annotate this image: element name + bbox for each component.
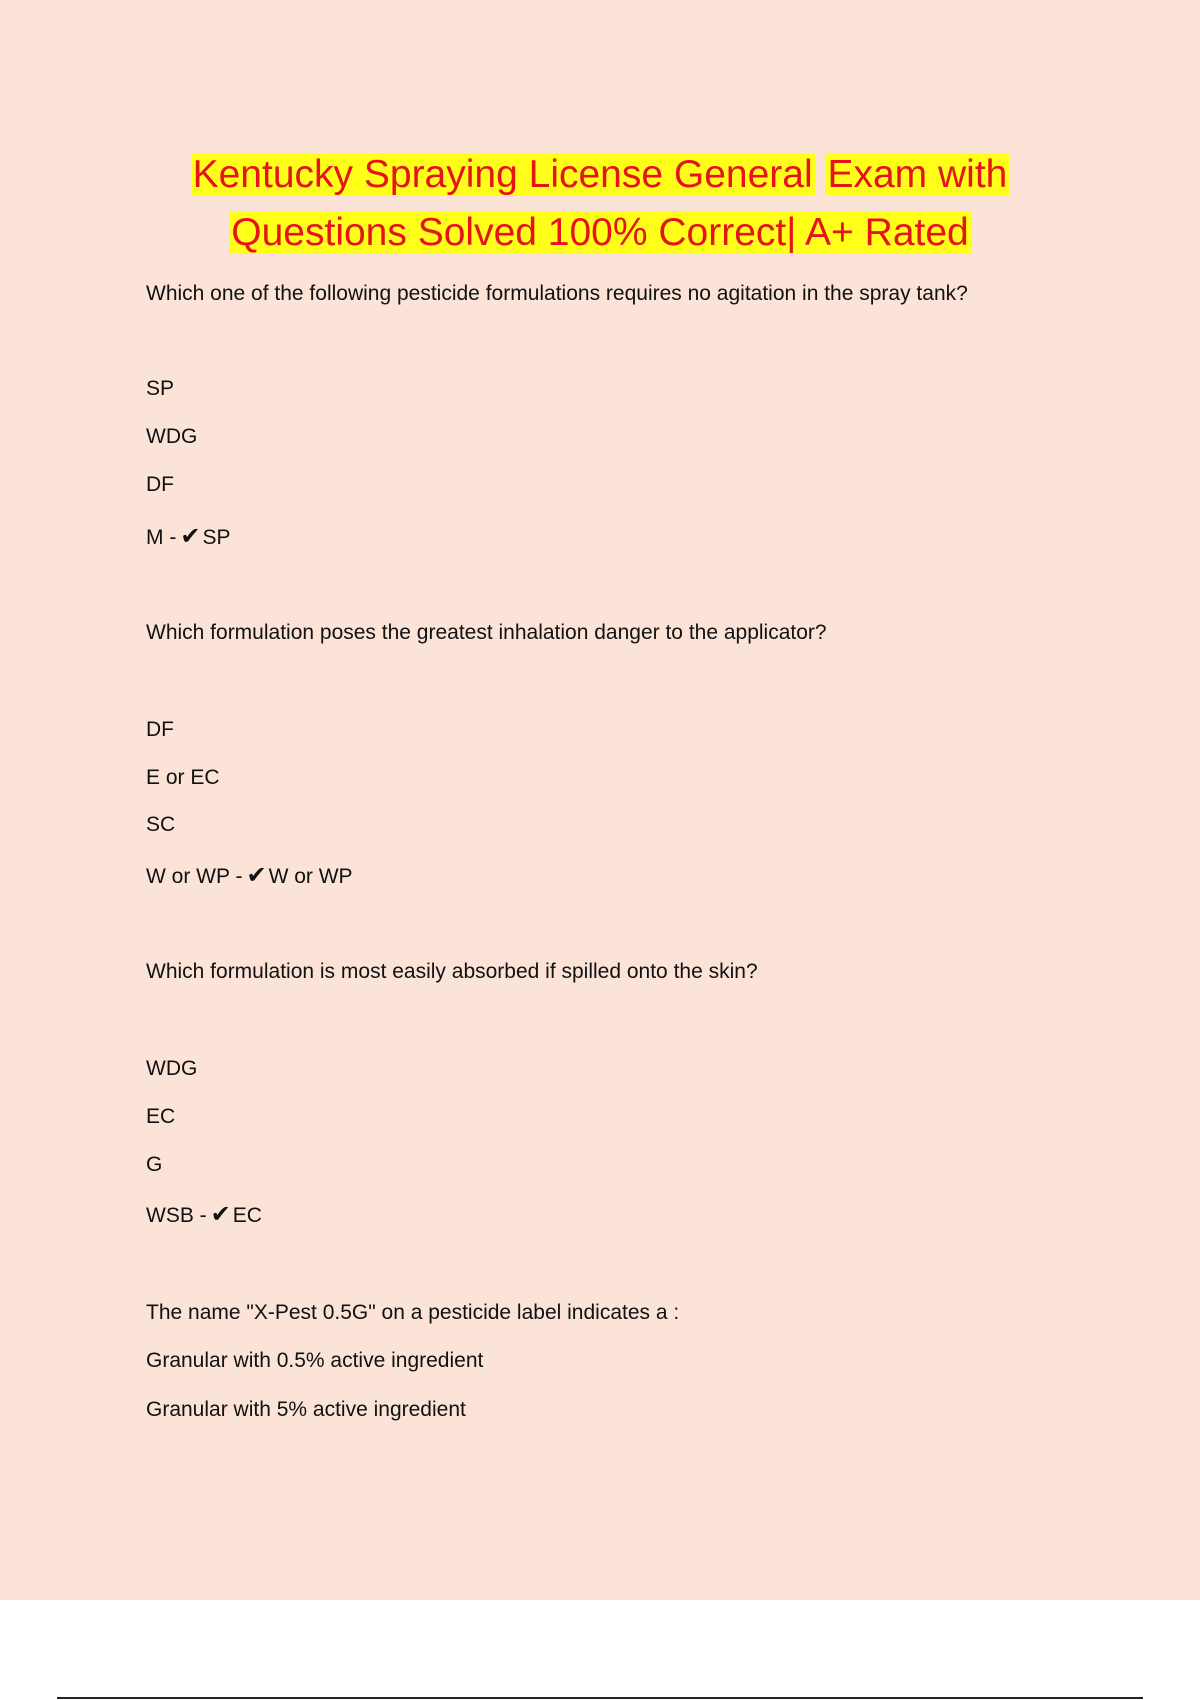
answer-line: [146, 523, 230, 552]
answer-line: [146, 862, 353, 891]
correct-answer: W or WP: [268, 865, 353, 888]
answer-option: Granular with 0.5% active ingredient: [146, 1349, 484, 1372]
answer-option: G: [146, 1153, 163, 1176]
answer-option: WSB -: [146, 1204, 207, 1227]
answer-option: W or WP -: [146, 865, 243, 888]
document-title: [0, 146, 1200, 262]
answer-option: Granular with 5% active ingredient: [146, 1398, 466, 1421]
title-line1-part-b: Exam with: [827, 153, 1008, 196]
check-mark-icon: ✔: [246, 862, 267, 889]
answer-option: DF: [146, 718, 174, 741]
correct-answer: SP: [202, 526, 231, 549]
answer-option: E or EC: [146, 766, 220, 789]
answer-option: EC: [146, 1105, 176, 1128]
footer-divider: [57, 1697, 1143, 1699]
question-text: The name "X-Pest 0.5G" on a pesticide label indicates a :: [146, 1301, 680, 1324]
check-mark-icon: ✔: [210, 1201, 231, 1228]
answer-option: WDG: [146, 425, 198, 448]
answer-option: SP: [146, 377, 175, 400]
check-mark-icon: ✔: [180, 523, 201, 550]
question-text: Which formulation is most easily absorbed if spilled onto the skin?: [146, 960, 758, 983]
question-text: Which formulation poses the greatest inhalation danger to the applicator?: [146, 621, 827, 644]
answer-option: M -: [146, 526, 177, 549]
correct-answer: EC: [232, 1204, 262, 1227]
question-text: Which one of the following pesticide formulations requires no agitation in the spray tank?: [146, 282, 968, 305]
answer-option: SC: [146, 813, 176, 836]
answer-option: WDG: [146, 1057, 198, 1080]
answer-line: [146, 1201, 262, 1230]
title-line1-part-a: Kentucky Spraying License General: [192, 153, 813, 196]
title-line2: Questions Solved 100% Correct| A+ Rated: [231, 211, 969, 254]
answer-option: DF: [146, 473, 174, 496]
